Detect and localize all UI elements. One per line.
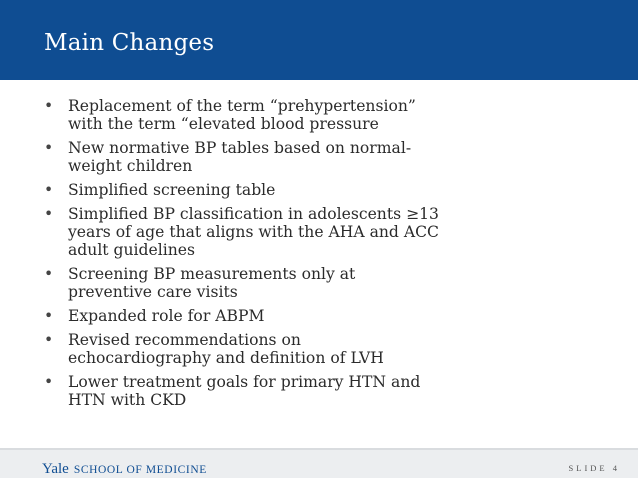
bullet-dot-icon: • — [44, 331, 54, 349]
bullet-item: • Simplified screening table — [44, 181, 276, 199]
bullet-item: • Screening BP measurements only at preventive care visits — [44, 265, 356, 301]
bullet-item: • Simplified BP classification in adolescents ≥13 years of age that aligns with the AHA and ACC adult guidelines — [44, 205, 439, 259]
slide-title: Main Changes — [44, 30, 215, 56]
slide-number: SLIDE 4 — [568, 463, 620, 473]
footer-bar — [0, 448, 638, 478]
logo-yale: Yale — [42, 461, 69, 477]
bullet-dot-icon: • — [44, 97, 54, 115]
bullet-dot-icon: • — [44, 139, 54, 157]
bullet-dot-icon: • — [44, 181, 54, 199]
bullet-item: • Revised recommendations on echocardiography and definition of LVH — [44, 331, 384, 367]
bullet-dot-icon: • — [44, 307, 54, 325]
logo-school: SCHOOL OF MEDICINE — [73, 464, 207, 476]
yale-medicine-logo — [42, 460, 207, 478]
bullet-item: • Expanded role for ABPM — [44, 307, 265, 325]
bullet-item: • New normative BP tables based on normal-weight children — [44, 139, 412, 175]
bullet-list — [44, 97, 444, 415]
bullet-item: • Replacement of the term “prehypertension” with the term “elevated blood pressure — [44, 97, 416, 133]
bullet-dot-icon: • — [44, 205, 54, 223]
bullet-item: • Lower treatment goals for primary HTN and HTN with CKD — [44, 373, 421, 409]
bullet-dot-icon: • — [44, 373, 54, 391]
footer-divider — [0, 448, 638, 450]
title-bar — [0, 0, 638, 80]
bullet-dot-icon: • — [44, 265, 54, 283]
